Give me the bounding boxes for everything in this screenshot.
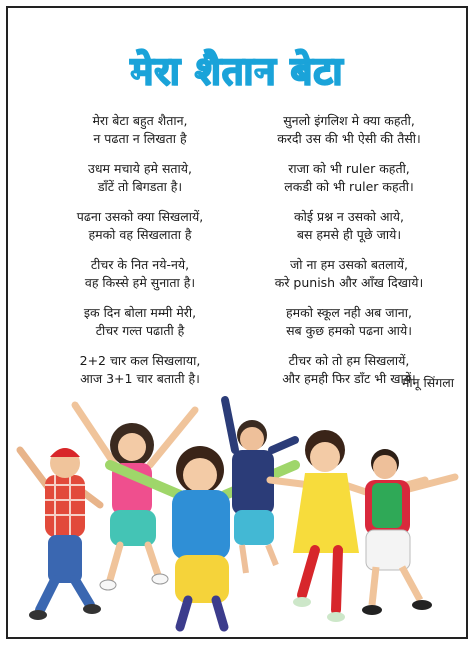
poem-line: पढना उसको क्या सिखलायें, xyxy=(76,209,204,224)
poem-line: हमको स्कूल नही अब जाना, xyxy=(286,305,412,320)
stanza xyxy=(238,304,460,340)
poem-line: टीचर के नित नये-नये, xyxy=(90,257,190,272)
poem-line: सुनलो इंगलिश मे क्या कहती, xyxy=(283,113,415,128)
poem-line: हमको वह सिखलाता है xyxy=(88,227,192,242)
poem-line: न पढता न लिखता है xyxy=(93,131,187,146)
stanza xyxy=(238,160,460,196)
stanza xyxy=(30,160,250,196)
stanza xyxy=(238,112,460,148)
poem-title: मेरा शैतान बेटा xyxy=(130,49,344,93)
poem-line: उधम मचाये हमे सताये, xyxy=(88,161,192,176)
stanza xyxy=(30,208,250,244)
kid-figure xyxy=(362,449,455,615)
poem-line: टीचर को तो हम सिखलायें, xyxy=(288,353,410,368)
kid-figure xyxy=(225,400,295,573)
right-column xyxy=(238,112,460,400)
poem-line: इक दिन बोला मम्मी मेरी, xyxy=(83,305,197,320)
poem-line: सब कुछ हमको पढना आये। xyxy=(286,323,412,338)
poem-line: आज 3+1 चार बताती है। xyxy=(80,371,200,386)
poem-line: डाँटें तो बिगडता है। xyxy=(97,179,183,194)
poem-line: और हमही फिर डाँट भी खायें। xyxy=(282,371,416,386)
poem-line: करे punish और आँख दिखाये। xyxy=(274,275,424,290)
jumping-kids-illustration xyxy=(10,395,464,635)
stanza xyxy=(30,304,250,340)
poem-line: करदी उस की भी ऐसी की तैसी। xyxy=(277,131,421,146)
poem-line: वह किस्से हमे सुनाता है। xyxy=(84,275,196,290)
author-name: मीनू सिंगला xyxy=(401,375,454,390)
poem-line: कोई प्रश्न न उसको आये, xyxy=(294,209,404,224)
poem-line: जो ना हम उसको बतलायें, xyxy=(289,257,409,272)
poem-line: राजा को भी ruler कहती, xyxy=(288,161,410,176)
stanza xyxy=(238,208,460,244)
poem-line: टीचर गल्त पढाती है xyxy=(95,323,185,338)
poem-line: लकडी को भी ruler कहती। xyxy=(284,179,414,194)
stanza xyxy=(30,352,250,388)
left-column xyxy=(30,112,250,400)
poem-line: बस हमसे ही पूछे जाये। xyxy=(296,227,402,242)
kid-figure xyxy=(20,448,101,620)
poem-line: मेरा बेटा बहुत शैतान, xyxy=(92,113,188,128)
poem-line: 2+2 चार कल सिखलाया, xyxy=(79,353,201,368)
stanza xyxy=(30,112,250,148)
stanza xyxy=(30,256,250,292)
stanza xyxy=(238,256,460,292)
